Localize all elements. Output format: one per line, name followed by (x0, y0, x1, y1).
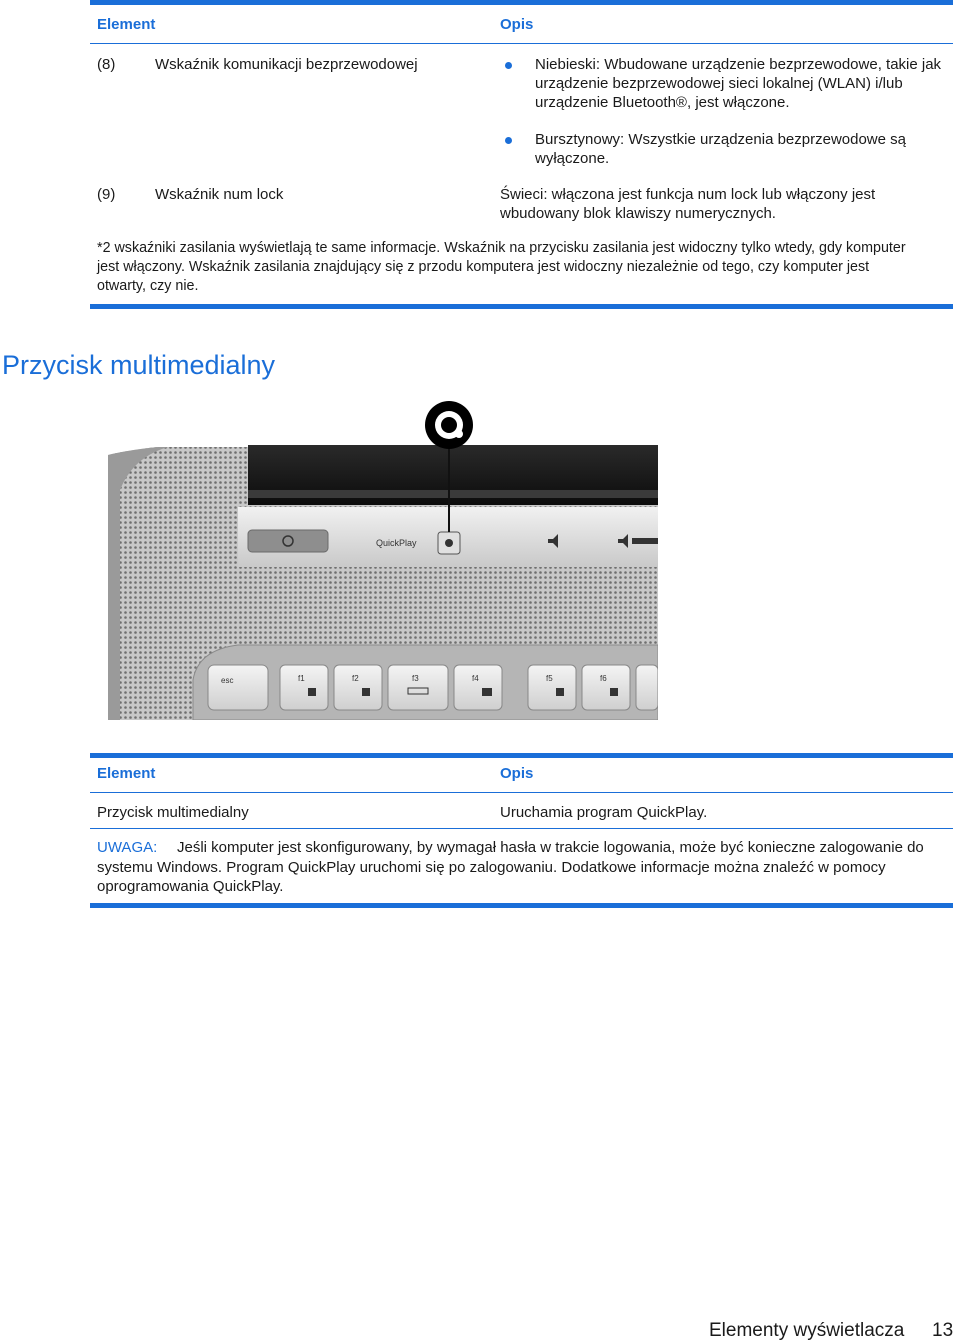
footnote-line2: jest włączony. Wskaźnik zasilania znajdujący się z przodu komputera jest widoczny niezależnie od tego, czy komputer jest (97, 259, 870, 275)
table2-header-element: Element (97, 765, 156, 782)
footnote-line1: *2 wskaźniki zasilania wyświetlają te same informacje. Wskaźnik na przycisku zasilania jest widoczny tylko wtedy, gdy komputer (97, 240, 906, 256)
note-line2: systemu Windows. Program QuickPlay uruchomi się po zalogowaniu. Dodatkowe informacje można znaleźć w pomocy (97, 859, 886, 876)
svg-text:f1: f1 (298, 674, 305, 683)
row8-name: Wskaźnik komunikacji bezprzewodowej (155, 56, 418, 73)
row8-bullet1-line1: Niebieski: Wbudowane urządzenie bezprzewodowe, takie jak (535, 56, 942, 73)
table2-top-rule (90, 753, 953, 758)
row9-number: (9) (97, 186, 116, 203)
row8-bullet1-line2: urządzenie bezprzewodowej sieci lokalnej (WLAN) i/lub (535, 75, 903, 92)
table2-row-desc: Uruchamia program QuickPlay. (500, 804, 708, 821)
quickplay-button-icon (445, 539, 453, 547)
row9-name: Wskaźnik num lock (155, 186, 284, 203)
table1-header-divider (90, 43, 953, 44)
section-title: Przycisk multimedialny (2, 350, 276, 380)
footer-title: Elementy wyświetlacza (709, 1320, 905, 1341)
row8-number: (8) (97, 56, 116, 73)
svg-text:f3: f3 (412, 674, 419, 683)
row9-desc-line2: wbudowany blok klawiszy numerycznych. (500, 205, 776, 222)
table2-row-divider (90, 828, 953, 829)
row8-bullet1-line3: urządzenie Bluetooth®, jest włączone. (535, 94, 790, 111)
top-rule (90, 0, 953, 5)
bullet-marker (505, 62, 512, 69)
table1-header-opis: Opis (500, 16, 534, 33)
table2-row-name: Przycisk multimedialny (97, 804, 249, 821)
esc-key-label: esc (221, 676, 234, 685)
row9-desc-line1: Świeci: włączona jest funkcja num lock lub włączony jest (500, 186, 876, 203)
table2-bottom-rule (90, 903, 953, 908)
quickplay-label: QuickPlay (376, 538, 417, 548)
svg-text:f4: f4 (472, 674, 479, 683)
svg-text:f2: f2 (352, 674, 359, 683)
svg-text:f5: f5 (546, 674, 553, 683)
note-line1: Jeśli komputer jest skonfigurowany, by wymagał hasła w trakcie logowania, może być konieczne zalogowanie do (177, 839, 924, 856)
page-number: 13 (932, 1320, 954, 1341)
note-line3: oprogramowania QuickPlay. (97, 878, 284, 895)
function-keys (280, 665, 658, 710)
table2-header-opis: Opis (500, 765, 534, 782)
svg-text:f6: f6 (600, 674, 607, 683)
table1-header-element: Element (97, 16, 156, 33)
note-label: UWAGA: (97, 839, 158, 856)
bullet-marker (505, 137, 512, 144)
table2-header-divider (90, 792, 953, 793)
table1-bottom-rule (90, 304, 953, 309)
laptop-quickplay-illustration (108, 395, 658, 720)
row8-bullet2-line2: wyłączone. (535, 150, 610, 167)
row8-bullet2-line1: Bursztynowy: Wszystkie urządzenia bezprzewodowe są (535, 131, 906, 148)
footnote-line3: otwarty, czy nie. (97, 278, 199, 294)
